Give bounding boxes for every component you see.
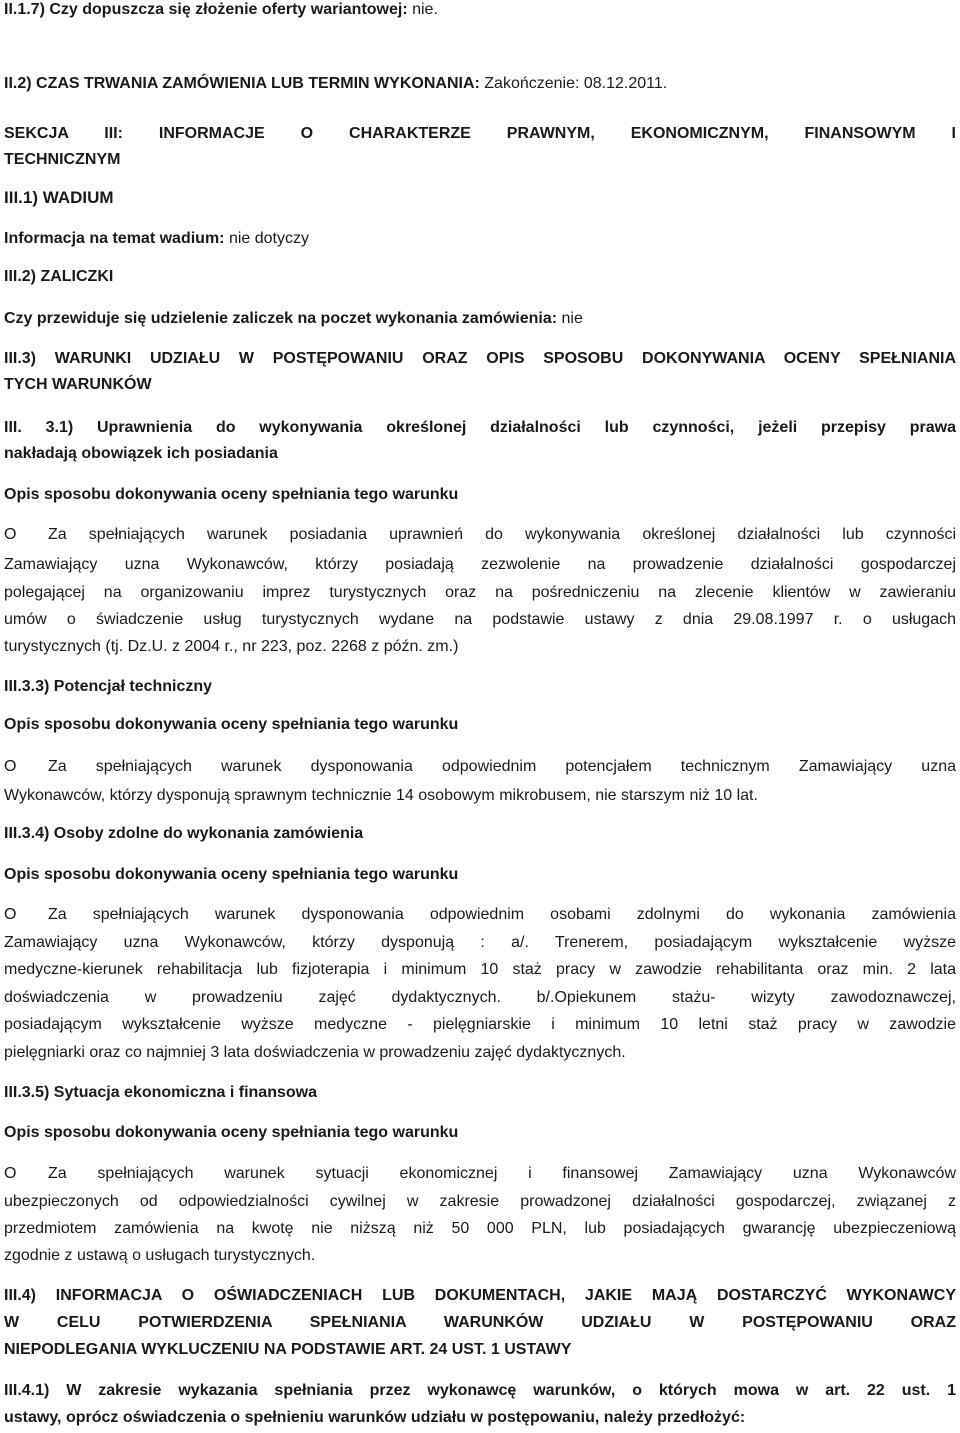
paragraph-line: polegającej na organizowaniu imprez turystycznych oraz na pośredniczeniu na zlecenie klientów w zawieraniu <box>4 584 956 601</box>
heading-III-4-1: III.4.1) W zakresie wykazania spełniania przez wykonawcę warunków, o których mowa w art. 22 ust. 1 <box>4 1382 956 1399</box>
zaliczki-info <box>4 309 583 329</box>
heading-III-1-wadium: III.1) WADIUM <box>4 188 114 207</box>
paragraph-line: pielęgniarki oraz co najmniej 3 lata doświadczenia w prowadzeniu zajęć dydaktycznych. <box>4 1044 626 1061</box>
bullet-marker: O <box>4 758 17 775</box>
paragraph-line <box>4 1164 956 1184</box>
heading-III-3-4: III.3.4) Osoby zdolne do wykonania zamówienia <box>4 825 364 842</box>
question-label: Czy przewiduje się udzielenie zaliczek na poczet wykonania zamówienia: <box>4 310 558 327</box>
heading-III-4-cont2: NIEPODLEGANIA WYKLUCZENIU NA PODSTAWIE ART. 24 UST. 1 USTAWY <box>4 1341 572 1358</box>
heading-III-3-1-cont: nakładają obowiązek ich posiadania <box>4 445 278 462</box>
paragraph-text: Za spełniających warunek dysponowania odpowiednim osobami zdolnymi do wykonania zamówienia <box>48 906 956 923</box>
paragraph-line: ubezpieczonych od odpowiedzialności cywilnej w zakresie prowadzonej działalności gospodarczej, związanej z <box>4 1193 956 1210</box>
paragraph-text: Za spełniających warunek sytuacji ekonomicznej i finansowej Zamawiający uzna Wykonawców <box>48 1165 956 1182</box>
bullet-marker: O <box>4 906 17 923</box>
answer-value: nie. <box>407 1 438 18</box>
heading-III-2-zaliczki: III.2) ZALICZKI <box>4 268 114 285</box>
heading-III-3: III.3) WARUNKI UDZIAŁU W POSTĘPOWANIU ORAZ OPIS SPOSOBU DOKONYWANIA OCENY SPEŁNIANIA <box>4 350 956 367</box>
question-label: II.1.7) Czy dopuszcza się złożenie oferty wariantowej: <box>4 1 408 18</box>
assessment-heading: Opis sposobu dokonywania oceny spełniania tego warunku <box>4 1124 459 1141</box>
bullet-marker: O <box>4 526 17 543</box>
heading-III-3-1: III. 3.1) Uprawnienia do wykonywania określonej działalności lub czynności, jeżeli przepisy prawa <box>4 419 956 436</box>
paragraph-line: Wykonawców, którzy dysponują sprawnym technicznie 14 osobowym mikrobusem, nie starszym niż 10 lat. <box>4 787 758 804</box>
answer-value: nie <box>557 310 583 327</box>
paragraph-line: medyczne-kierunek rehabilitacja lub fizjoterapia i minimum 10 staż pracy w zawodzie rehabilitanta oraz min. 2 lata <box>4 961 956 978</box>
question-label: II.2) CZAS TRWANIA ZAMÓWIENIA LUB TERMIN WYKONANIA: <box>4 75 480 92</box>
paragraph-text: Za spełniających warunek posiadania uprawnień do wykonywania określonej działalności lub czynności <box>48 526 956 543</box>
answer-value: Zakończenie: 08.12.2011. <box>479 75 668 92</box>
heading-III-4: III.4) INFORMACJA O OŚWIADCZENIACH LUB DOKUMENTACH, JAKIE MAJĄ DOSTARCZYĆ WYKONAWCY <box>4 1287 956 1304</box>
answer-value: nie dotyczy <box>224 230 309 247</box>
paragraph-line: turystycznych (tj. Dz.U. z 2004 r., nr 223, poz. 2268 z późn. zm.) <box>4 638 459 655</box>
paragraph-line <box>4 525 956 545</box>
section-III-heading: SEKCJA III: INFORMACJE O CHARAKTERZE PRAWNYM, EKONOMICZNYM, FINANSOWYM I <box>4 125 956 142</box>
heading-III-3-3: III.3.3) Potencjał techniczny <box>4 678 213 695</box>
assessment-heading: Opis sposobu dokonywania oceny spełniania tego warunku <box>4 866 459 883</box>
heading-III-3-5: III.3.5) Sytuacja ekonomiczna i finansowa <box>4 1084 317 1101</box>
heading-III-4-1-cont: ustawy, oprócz oświadczenia o spełnieniu warunków udziału w postępowaniu, należy przedłożyć: <box>4 1409 746 1426</box>
assessment-heading: Opis sposobu dokonywania oceny spełniania tego warunku <box>4 486 459 503</box>
paragraph-line <box>4 757 956 777</box>
paragraph-line <box>4 905 956 925</box>
assessment-heading: Opis sposobu dokonywania oceny spełniania tego warunku <box>4 716 459 733</box>
section-II-2 <box>4 74 667 94</box>
heading-III-3-cont: TYCH WARUNKÓW <box>4 376 152 393</box>
paragraph-line: doświadczenia w prowadzeniu zajęć dydaktycznych. b/.Opiekunem stażu- wizyty zawodoznawczej, <box>4 989 956 1006</box>
paragraph-line: Zamawiający uzna Wykonawców, którzy posiadają zezwolenie na prowadzenie działalności gospodarczej <box>4 556 956 573</box>
paragraph-text: Za spełniających warunek dysponowania odpowiednim potencjałem technicznym Zamawiający uzna <box>48 758 956 775</box>
bullet-marker: O <box>4 1165 17 1182</box>
paragraph-line: Zamawiający uzna Wykonawców, którzy dysponują : a/. Trenerem, posiadającym wykształcenie wyższe <box>4 934 956 951</box>
paragraph-line: umów o świadczenie usług turystycznych wydane na podstawie ustawy z dnia 29.08.1997 r. o usługach <box>4 611 956 628</box>
paragraph-line: zgodnie z ustawą o usługach turystycznych. <box>4 1247 316 1264</box>
paragraph-line: posiadającym wykształcenie wyższe medyczne - pielęgniarskie i minimum 10 letni staż pracy w zawodzie <box>4 1016 956 1033</box>
wadium-info <box>4 229 309 249</box>
section-II-1-7 <box>4 0 438 20</box>
paragraph-line: przedmiotem zamówienia na kwotę nie niższą niż 50 000 PLN, lub posiadających gwarancję ubezpieczeniową <box>4 1220 956 1237</box>
section-III-heading-cont: TECHNICZNYM <box>4 151 121 168</box>
heading-III-4-cont: W CELU POTWIERDZENIA SPEŁNIANIA WARUNKÓW UDZIAŁU W POSTĘPOWANIU ORAZ <box>4 1314 956 1331</box>
question-label: Informacja na temat wadium: <box>4 230 225 247</box>
